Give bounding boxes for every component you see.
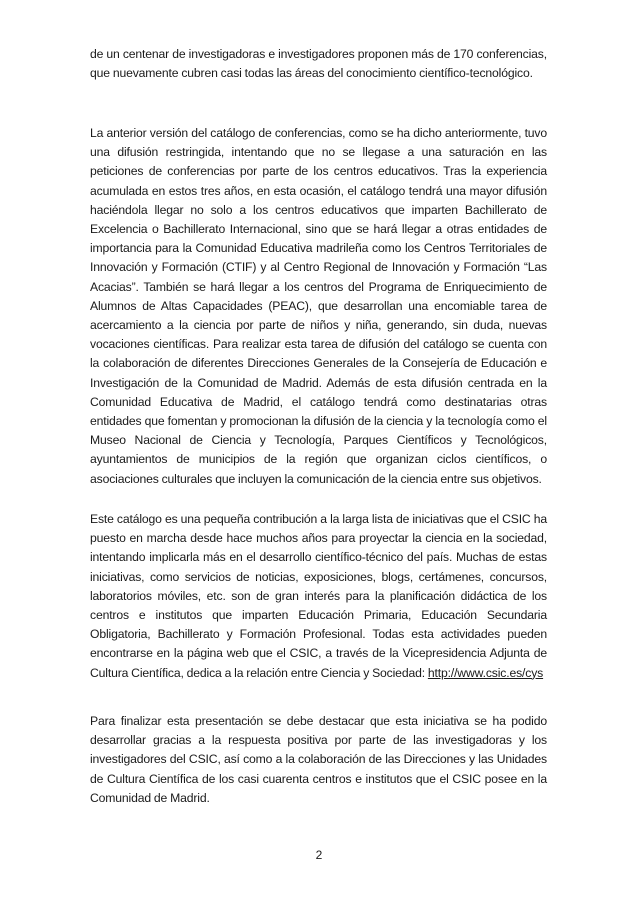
paragraph-catalog-distribution: La anterior versión del catálogo de conferencias, como se ha dicho anteriormente, tuvo una difusión restringida, intentando que no se llegase a una saturación en las peticiones de conferencias por parte de los centros educativos. Tras la experiencia acumulada en estos tres años, en esta ocasión, el catálogo tendrá una mayor difusión haciéndola llegar no solo a los centros educativos que imparten Bachillerato de Excelencia o Bachillerato Internacional, sino que se hará llegar a otras entidades de importancia para la Comunidad Educativa madrileña como los Centros Territoriales de Innovación y Formación (CTIF) y al Centro Regional de Innovación y Formación “Las Acacias”. También se hará llegar a los centros del Programa de Enriquecimiento de Alumnos de Altas Capacidades (PEAC), que desarrollan una encomiable tarea de acercamiento a la ciencia por parte de niños y niña, generando, sin duda, nuevas vocaciones científicas. Para realizar esta tarea de difusión del catálogo se cuenta con la colaboración de diferentes Direcciones Generales de la Consejería de Educación e Investigación de la Comunidad de Madrid. Además de esta difusión centrada en la Comunidad Educativa de Madrid, el catálogo tendrá como destinatarias otras entidades que fomentan y promocionan la difusión de la ciencia y la tecnología como el Museo Nacional de Ciencia y Tecnología, Parques Científicos y Tecnológicos, ayuntamientos de municipios de la región que organizan ciclos científicos, o asociaciones culturales que incluyen la comunicación de la ciencia entre sus objetivos. [90, 126, 547, 486]
paragraph-csic-initiatives-text: Este catálogo es una pequeña contribución a la larga lista de iniciativas que el CSIC ha puesto en marcha desde hace muchos años para proyectar la ciencia en la sociedad, intentando implicarla más en el desarrollo científico-técnico del país. Muchas de estas iniciativas, como servicios de noticias, exposiciones, blogs, certámenes, concursos, laboratorios móviles, etc. son de gran interés para la planificación didáctica de los centros e institutos que imparten Educación Primaria, Educación Secundaria Obligatoria, Bachillerato y Formación Profesional. Todas esta actividades pueden encontrarse en la página web que el CSIC, a través de la Vicepresidencia Adjunta de Cultura Científica, dedica a la relación entre Ciencia y Sociedad: [90, 512, 547, 680]
csic-cys-link[interactable]: http://www.csic.es/cys [427, 665, 544, 680]
paragraph-csic-initiatives [90, 510, 547, 683]
paragraph-intro-continuation: de un centenar de investigadoras e investigadores proponen más de 170 conferencias, que nuevamente cubren casi todas las áreas del conocimiento científico-tecnológico. [90, 47, 547, 81]
page-number: 2 [315, 848, 323, 862]
paragraph-closing: Para finalizar esta presentación se debe destacar que esta iniciativa se ha podido desarrollar gracias a la respuesta positiva por parte de las investigadoras y los investigadores del CSIC, así como a la colaboración de las Direcciones y las Unidades de Cultura Científica de los casi cuarenta centros e institutos que el CSIC posee en la Comunidad de Madrid. [90, 714, 547, 805]
